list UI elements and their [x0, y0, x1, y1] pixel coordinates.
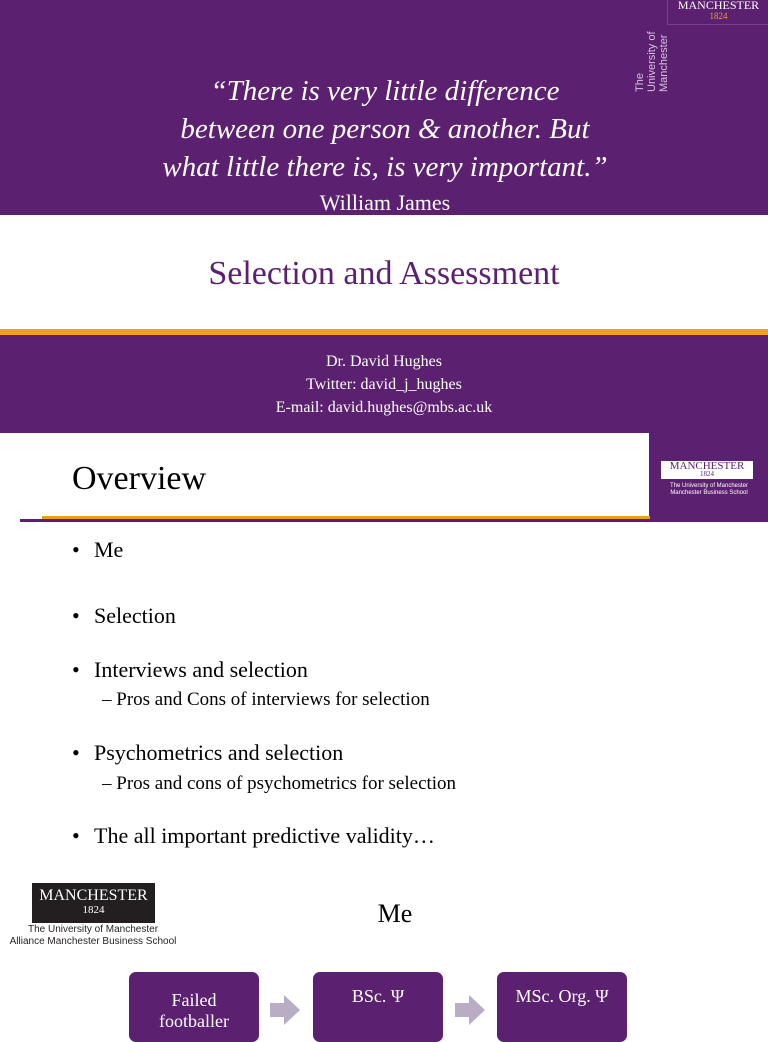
bullet-dot: • — [72, 537, 80, 562]
logo-line-1: The University of Manchester — [669, 483, 749, 489]
bullet-item — [72, 535, 123, 565]
bullet-dot: • — [72, 603, 80, 628]
logo-year: 1824 — [709, 11, 728, 21]
bullet-text: Interviews and selection — [94, 657, 308, 682]
slide-title: Overview — [72, 460, 207, 497]
logo-line-2: Alliance Manchester Business School — [9, 936, 177, 947]
author-name: Dr. David Hughes — [326, 353, 442, 370]
dash: – — [102, 773, 117, 794]
bullet-text: The all important predictive validity… — [94, 823, 435, 848]
quote — [120, 72, 650, 186]
author-banner — [0, 335, 768, 433]
author-twitter: Twitter: david_j_hughes — [306, 376, 462, 393]
sub-bullet-text: Pros and cons of psychometrics for selection — [116, 773, 457, 794]
step-label: Failed footballer — [159, 990, 229, 1031]
overview-slide — [0, 433, 768, 863]
bullet-item — [72, 821, 435, 851]
business-school-logo — [649, 433, 768, 522]
bullet-dot: • — [72, 823, 80, 848]
sub-bullet-item — [102, 687, 430, 713]
logo-subtitle — [8, 924, 178, 948]
step-label: BSc. Ψ — [351, 986, 405, 1006]
sub-bullet-text: Pros and Cons of interviews for selection — [116, 689, 430, 710]
quote-line: what little there is, is very important.” — [162, 151, 608, 183]
logo-wordmark: MANCHESTER — [677, 0, 760, 12]
presentation-title: Selection and Assessment — [208, 255, 560, 292]
quote-line: “There is very little difference — [210, 75, 560, 107]
bullet-text: Me — [94, 537, 124, 562]
logo-year: 1824 — [700, 470, 714, 478]
university-vertical-label: The University of Manchester — [634, 31, 670, 92]
bullet-text: Psychometrics and selection — [94, 740, 344, 765]
author-email: E-mail: david.hughes@mbs.ac.uk — [275, 399, 493, 416]
logo-name: MANCHESTER — [39, 887, 148, 904]
arrow-right-icon — [455, 995, 485, 1025]
me-slide — [0, 863, 768, 1031]
logo-line-1: The University of Manchester — [27, 924, 159, 935]
logo-line-2: Manchester Business School — [670, 490, 748, 496]
career-step-msc — [497, 972, 627, 1042]
slide-title: Me — [377, 899, 413, 928]
logo-year: 1824 — [82, 904, 105, 916]
bullet-item — [72, 601, 176, 631]
arrow-right-icon — [270, 995, 300, 1025]
step-label: MSc. Org. Ψ — [515, 986, 609, 1006]
dash: – — [102, 689, 117, 710]
logo-wordmark — [661, 461, 753, 479]
sub-bullet-item — [102, 771, 456, 797]
logo-subtitle — [657, 483, 761, 497]
bullet-text: Selection — [94, 603, 176, 628]
bullet-dot: • — [72, 740, 80, 765]
bullet-item — [72, 738, 343, 768]
quote-author: William James — [319, 190, 451, 215]
career-step-footballer — [129, 972, 259, 1042]
alliance-mbs-logo — [32, 883, 155, 923]
bullet-dot: • — [72, 657, 80, 682]
university-logo — [667, 0, 768, 25]
title-slide — [0, 0, 768, 433]
quote-line: between one person & another. But — [180, 113, 590, 145]
bullet-item — [72, 655, 308, 685]
purple-divider — [20, 519, 650, 522]
career-step-bsc — [313, 972, 443, 1042]
logo-name: MANCHESTER — [669, 460, 745, 472]
